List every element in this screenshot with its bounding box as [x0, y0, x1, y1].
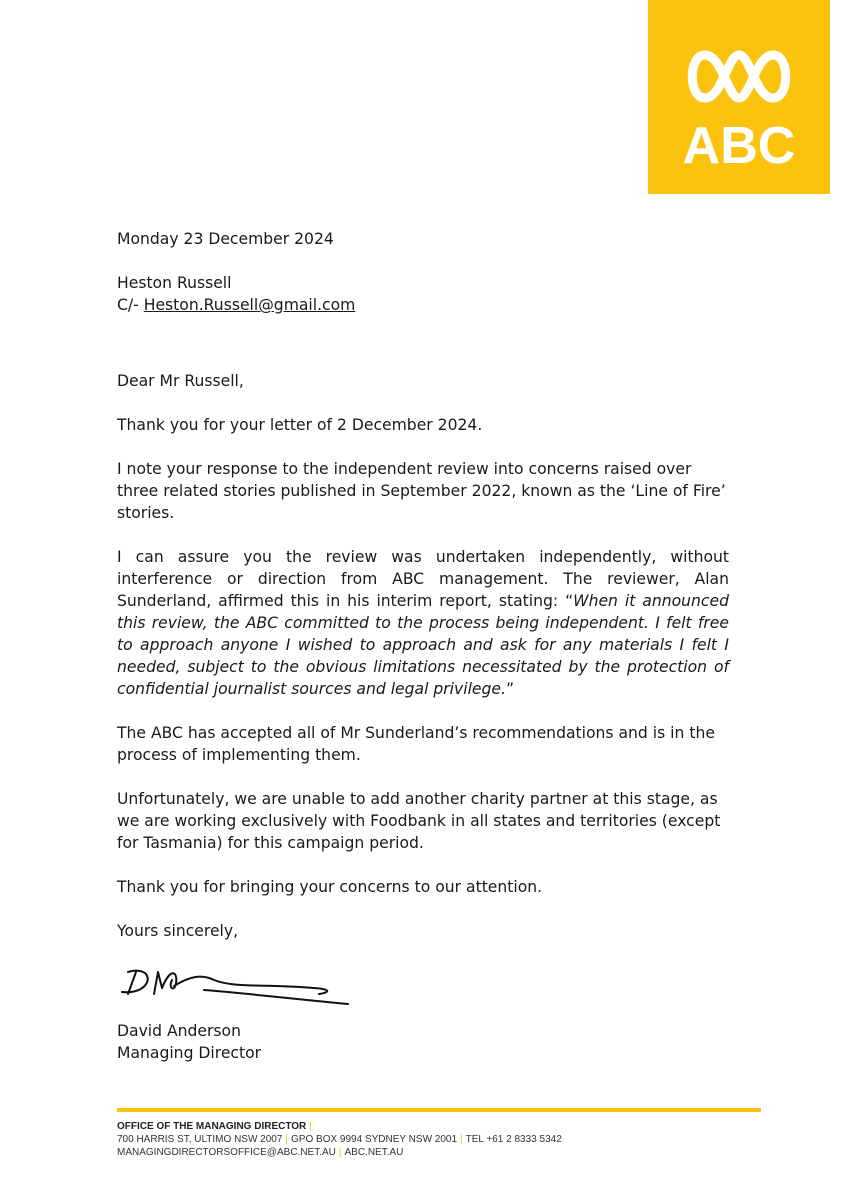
signatory-name: David Anderson	[117, 1022, 241, 1040]
footer-separator: |	[285, 1134, 289, 1145]
footer-rule	[117, 1108, 761, 1112]
footer-separator: |	[309, 1121, 312, 1132]
footer-address: 700 HARRIS ST, ULTIMO NSW 2007	[117, 1134, 283, 1145]
signatory-block	[117, 1020, 261, 1064]
closing: Yours sincerely,	[117, 922, 239, 940]
footer-address-line	[117, 1133, 562, 1146]
care-of-prefix: C/-	[117, 296, 144, 314]
salutation: Dear Mr Russell,	[117, 372, 244, 390]
paragraph-6: Thank you for bringing your concerns to our attention.	[117, 878, 543, 896]
letter-body	[117, 228, 729, 964]
paragraph-5: Unfortunately, we are unable to add another charity partner at this stage, as we are working exclusively with Foodbank in all states and territories (except for Tasmania) for this campaign period.	[117, 790, 721, 852]
letterhead-footer	[117, 1120, 562, 1159]
footer-email[interactable]: MANAGINGDIRECTORSOFFICE@ABC.NET.AU	[117, 1147, 336, 1158]
paragraph-4: The ABC has accepted all of Mr Sunderland’s recommendations and is in the process of implementing them.	[117, 724, 715, 764]
paragraph-1: Thank you for your letter of 2 December 2024.	[117, 416, 483, 434]
footer-separator: |	[460, 1134, 463, 1145]
paragraph-2: I note your response to the independent review into concerns raised over three related stories published in September 2022, known as the ‘Line of Fire’ stories.	[117, 460, 726, 522]
handwritten-signature-icon	[114, 958, 354, 1018]
paragraph-3-close: ”	[505, 680, 515, 698]
footer-tel: TEL +61 2 8333 5342	[465, 1134, 562, 1145]
abc-logo	[648, 0, 830, 194]
footer-contact-line	[117, 1146, 562, 1159]
paragraph-3	[117, 546, 729, 700]
paragraph-3-quote: When it announced this review, the ABC committed to the process being independent. I felt free to approach anyone I wished to approach and ask for any materials I felt I needed, subject to the obvious limitations necessitated by the protection of confidential journalist sources and legal privilege.	[117, 592, 729, 698]
recipient-email-link[interactable]: Heston.Russell@gmail.com	[143, 296, 356, 314]
footer-office: OFFICE OF THE MANAGING DIRECTOR	[117, 1121, 307, 1132]
letter-date: Monday 23 December 2024	[117, 230, 334, 248]
footer-web[interactable]: ABC.NET.AU	[344, 1147, 404, 1158]
footer-po-box: GPO BOX 9994 SYDNEY NSW 2001	[291, 1134, 458, 1145]
signature	[114, 958, 354, 1022]
abc-logo-text: ABC	[682, 117, 796, 175]
footer-separator: |	[338, 1147, 342, 1158]
paragraph-3-intro: I can assure you the review was undertaken independently, without interference or direction from ABC management. The reviewer, Alan Sunderland, affirmed this in his interim report, stating: “	[117, 548, 729, 610]
footer-office-line	[117, 1120, 562, 1133]
recipient-care-of	[117, 294, 729, 316]
recipient-name: Heston Russell	[117, 274, 232, 292]
signatory-title: Managing Director	[117, 1044, 262, 1062]
